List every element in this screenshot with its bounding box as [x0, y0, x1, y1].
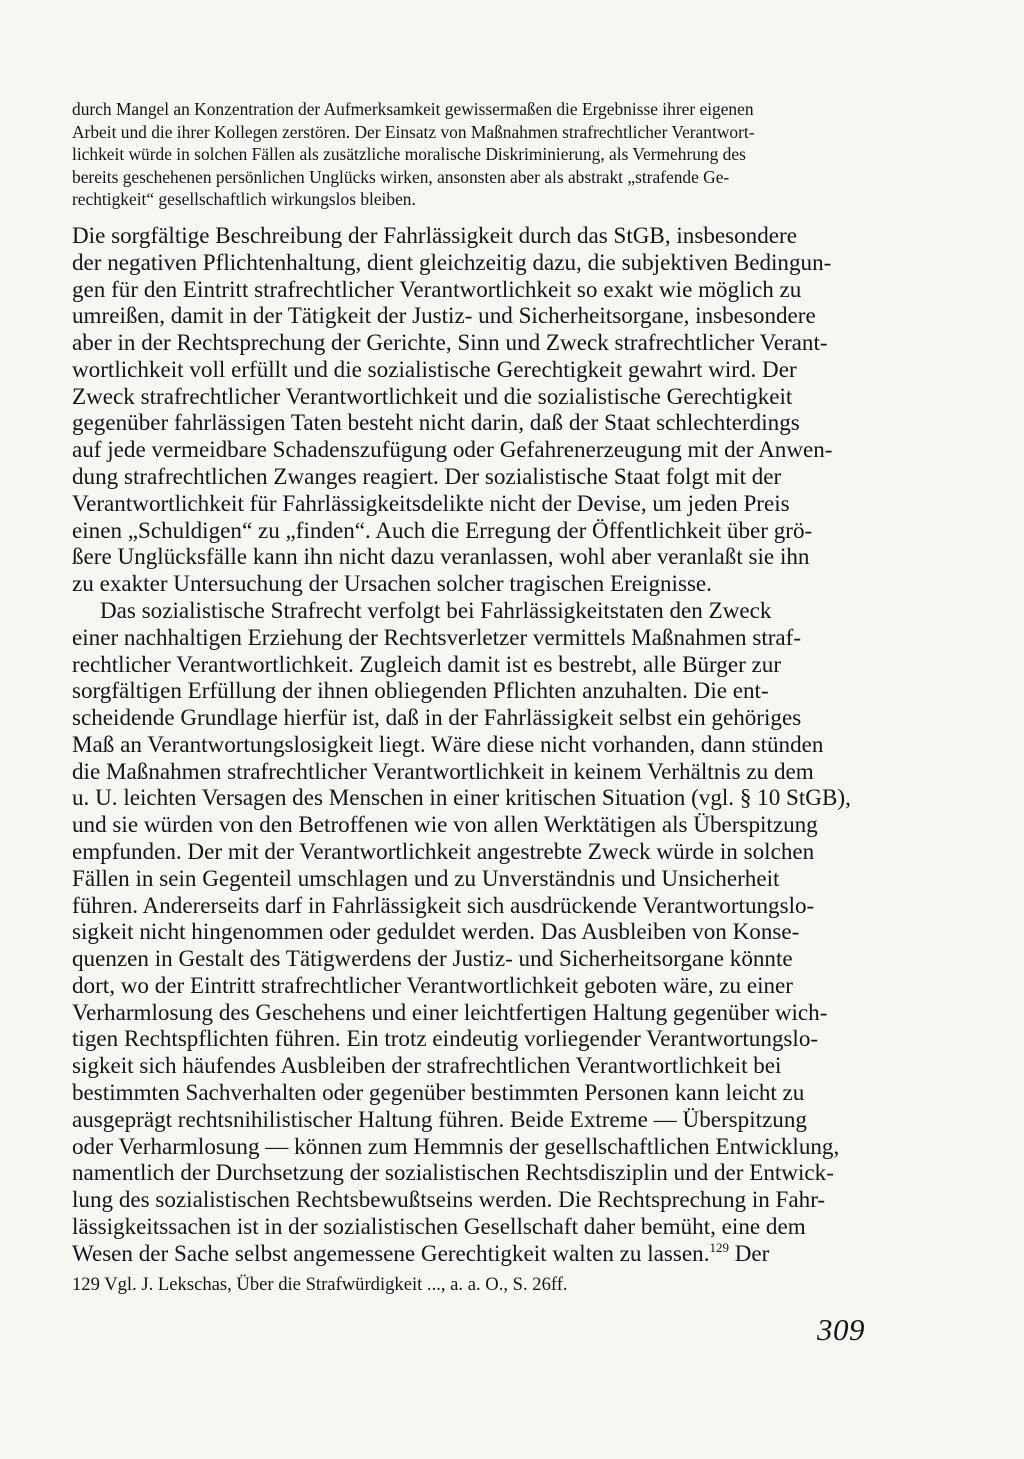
text-line: ausgeprägt rechtsnihilistischer Haltung führen. Beide Extreme — Überspitzung — [72, 1105, 807, 1132]
text-line: rechtlicher Verantwortlichkeit. Zugleich damit ist es bestrebt, alle Bürger zur — [72, 650, 782, 677]
text-line: ßere Unglücksfälle kann ihn nicht dazu veranlassen, wohl aber veranlaßt sie ihn — [72, 543, 810, 570]
text-line: sigkeit sich häufendes Ausbleiben der strafrechtlichen Verantwortlichkeit bei — [72, 1052, 782, 1079]
text-line: auf jede vermeidbare Schadenszufügung oder Gefahrenerzeugung mit der Anwen- — [72, 436, 833, 463]
quoted-passage — [72, 98, 875, 211]
text-line: Verantwortlichkeit für Fahrlässigkeitsdelikte nicht der Devise, um jeden Preis — [72, 489, 790, 516]
text-line: gegenüber fahrlässigen Taten besteht nicht darin, daß der Staat schlechterdings — [72, 409, 800, 436]
text-line: namentlich der Durchsetzung der sozialistischen Rechtsdisziplin und der Entwick- — [72, 1159, 834, 1186]
text-line: Maß an Verantwortungslosigkeit liegt. Wäre diese nicht vorhanden, dann stünden — [72, 730, 824, 757]
text-line: der negativen Pflichtenhaltung, dient gleichzeitig dazu, die subjektiven Bedingun- — [72, 248, 832, 275]
quote-line: durch Mangel an Konzentration der Aufmerksamkeit gewissermaßen die Ergebnisse ihrer eigenen — [72, 99, 754, 119]
text-line: bestimmten Sachverhalten oder gegenüber bestimmten Personen kann leicht zu — [72, 1079, 805, 1105]
text-line: tigen Rechtspflichten führen. Ein trotz eindeutig vorliegender Verantwortungslo- — [72, 1025, 819, 1052]
text-line: aber in der Rechtsprechung der Gerichte, Sinn und Zweck strafrechtlicher Verant- — [72, 329, 828, 356]
text-line: Verharmlosung des Geschehens und einer leichtfertigen Haltung gegenüber wich- — [72, 998, 828, 1025]
text-line: zu exakter Untersuchung der Ursachen solcher tragischen Ereignisse. — [72, 570, 712, 597]
text-line: oder Verharmlosung — können zum Hemmnis der gesellschaftlichen Entwicklung, — [72, 1132, 840, 1159]
paragraph-1 — [72, 222, 875, 597]
text-line: dort, wo der Eintritt strafrechtlicher Verantwortlichkeit geboten wäre, zu einer — [72, 971, 793, 998]
quote-line: bereits geschehenen persönlichen Unglücks wirken, ansonsten aber als abstrakt „strafende Ge- — [72, 166, 730, 187]
quote-line: rechtigkeit“ gesellschaftlich wirkungslos bleiben. — [72, 189, 416, 210]
text-line: u. U. leichten Versagen des Menschen in einer kritischen Situation (vgl. § 10 StGB), — [72, 784, 851, 811]
text-line-end: Der — [734, 1239, 770, 1266]
text-line: sigkeit nicht hingenommen oder geduldet werden. Das Ausbleiben von Konse- — [72, 918, 800, 945]
text-line: empfunden. Der mit der Verantwortlichkeit angestrebte Zweck würde in solchen — [72, 837, 815, 864]
main-text — [72, 222, 875, 1266]
text-line: einen „Schuldigen“ zu „finden“. Auch die Erregung der Öffentlichkeit über grö- — [72, 516, 813, 543]
quote-line: lichkeit würde in solchen Fällen als zusätzliche moralische Diskriminierung, als Vermehrung des — [72, 144, 746, 165]
text-line: quenzen in Gestalt des Tätigwerdens der Justiz- und Sicherheitsorgane könnte — [72, 945, 793, 972]
text-line: sorgfältigen Erfüllung der ihnen obliegenden Pflichten anzuhalten. Die ent- — [72, 677, 769, 704]
paragraph-2 — [72, 597, 875, 1267]
text-line-start: Wesen der Sache selbst angemessene Gerechtigkeit walten zu lassen. — [72, 1239, 710, 1266]
text-line: Zweck strafrechtlicher Verantwortlichkeit und die sozialistische Gerechtigkeit — [72, 382, 793, 409]
text-line: dung strafrechtlichen Zwanges reagiert. Der sozialistische Staat folgt mit der — [72, 463, 782, 490]
text-line: die Maßnahmen strafrechtlicher Verantwortlichkeit in keinem Verhältnis zu dem — [72, 757, 814, 784]
quote-line: Arbeit und die ihrer Kollegen zerstören. Der Einsatz von Maßnahmen strafrechtlicher Verantwort- — [72, 121, 755, 142]
text-line: lässigkeitssachen ist in der sozialistischen Gesellschaft daher bemüht, eine dem — [72, 1212, 806, 1239]
text-line: Die sorgfältige Beschreibung der Fahrlässigkeit durch das StGB, insbesondere — [72, 222, 797, 248]
text-line: lung des sozialistischen Rechtsbewußtseins werden. Die Rechtsprechung in Fahr- — [72, 1186, 826, 1213]
footnote-reference: 129 — [709, 1239, 729, 1255]
text-line: führen. Andererseits darf in Fahrlässigkeit sich ausdrückende Verantwortungslo- — [72, 891, 815, 918]
text-line: wortlichkeit voll erfüllt und die sozialistische Gerechtigkeit gewahrt wird. Der — [72, 355, 797, 382]
text-line: umreißen, damit in der Tätigkeit der Justiz- und Sicherheitsorgane, insbesondere — [72, 302, 816, 329]
text-line-with-footnote — [72, 1240, 875, 1267]
text-line: einer nachhaltigen Erziehung der Rechtsverletzer vermittels Maßnahmen straf- — [72, 623, 802, 650]
footnote: 129 Vgl. J. Lekschas, Über die Strafwürdigkeit ..., a. a. O., S. 26ff. — [72, 1274, 568, 1295]
text-line: und sie würden von den Betroffenen wie von allen Werktätigen als Überspitzung — [72, 811, 818, 838]
text-line: gen für den Eintritt strafrechtlicher Verantwortlichkeit so exakt wie möglich zu — [72, 275, 802, 302]
text-line: Das sozialistische Strafrecht verfolgt bei Fahrlässigkeitstaten den Zweck — [100, 596, 772, 623]
page-number: 309 — [817, 1312, 865, 1347]
text-line: scheidende Grundlage hierfür ist, daß in der Fahrlässigkeit selbst ein gehöriges — [72, 704, 802, 731]
text-line: Fällen in sein Gegenteil umschlagen und zu Unverständnis und Unsicherheit — [72, 864, 780, 891]
